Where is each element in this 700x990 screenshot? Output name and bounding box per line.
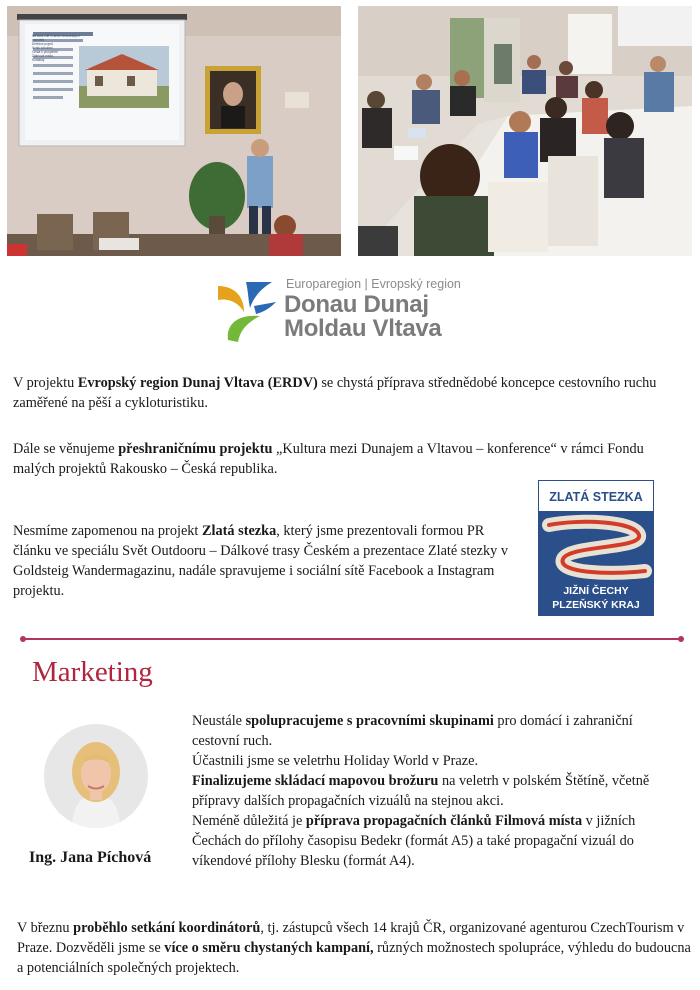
zlata-stezka-region-1: JIŽNÍ ČECHY [563, 585, 629, 597]
paragraph-zlata-stezka: Nesmíme zapomenou na projekt Zlatá stezka, který jsme prezentovali formou PR článku ve speciálu Svět Outdooru – Dálkové trasy Českém a prezentace Zlaté stezky v Goldsteig Wandermagazinu, nadále spravujeme i sociální sítě Facebook a Instagram projektu. [13, 523, 509, 599]
section-divider [22, 638, 682, 640]
slide-bullet: Zájmová místa [32, 54, 53, 58]
europaregion-logo [214, 276, 474, 346]
slide-bullet: Vznik sdružení [32, 46, 53, 50]
europaregion-emblem-icon [214, 278, 278, 344]
logo-line-2: Moldau Vltava [284, 315, 442, 342]
slide-bullet: Kontakty [32, 58, 45, 62]
logo-subtitle: Europaregion | Evropský region [286, 277, 461, 291]
zlata-stezka-region-2: PLZEŇSKÝ KRAJ [552, 599, 640, 611]
paragraph-erdv: V projektu Evropský region Dunaj Vltava (ERDV) se chystá příprava střednědobé koncepce cestovního ruchu zaměřené na pěší a cykloturistiku. [13, 375, 657, 411]
paragraph-coordinators: V březnu proběhlo setkání koordinátorů, tj. zástupců všech 14 krajů ČR, organizované agenturou CzechTourism v Praze. Dozvěděli jsme se více o směru chystaných kampaní, různých možnostech spolupráce, výhledu do budoucna a potenciálních společných projektech. [17, 920, 691, 976]
marketing-text: Neustále spolupracujeme s pracovními skupinami pro domácí i zahraniční cestovní ruch. Účastnili jsme se veletrhu Holiday World v Praze. Finalizujeme skládací mapovou brožuru na veletrh v polském Štětíně, včetně přípravy dalších propagačních vizuálů na stejnou akci. Neméně důležitá je příprava propagačních článků Filmová místa v jižních Čechách do přílohy časopisu Bedekr (formát A5) a také propagační vizuál do víkendové přílohy Blesku (formát A4). [192, 713, 650, 869]
paragraph-crossborder: Dále se věnujeme přeshraničnímu projektu „Kultura mezi Dunajem a Vltavou – konference“ v rámci Fondu malých projektů Rakousko – Česká republika. [13, 441, 644, 477]
slide-title: Na kolik cílů v rámci venkovských památek [32, 34, 80, 42]
zlata-stezka-logo [538, 480, 654, 616]
slide-bullet: Cesta k prosperitě [32, 50, 58, 54]
marketing-heading: Marketing [32, 656, 153, 688]
slide-bullet: Definice pojmů [32, 42, 54, 46]
logo-line-1: Donau Dunaj [284, 291, 429, 318]
meeting-photo [358, 6, 692, 256]
person-name: Ing. Jana Píchová [29, 849, 152, 866]
slide-text [32, 34, 80, 62]
avatar [44, 724, 148, 828]
zlata-stezka-title: ZLATÁ STEZKA [549, 490, 643, 504]
